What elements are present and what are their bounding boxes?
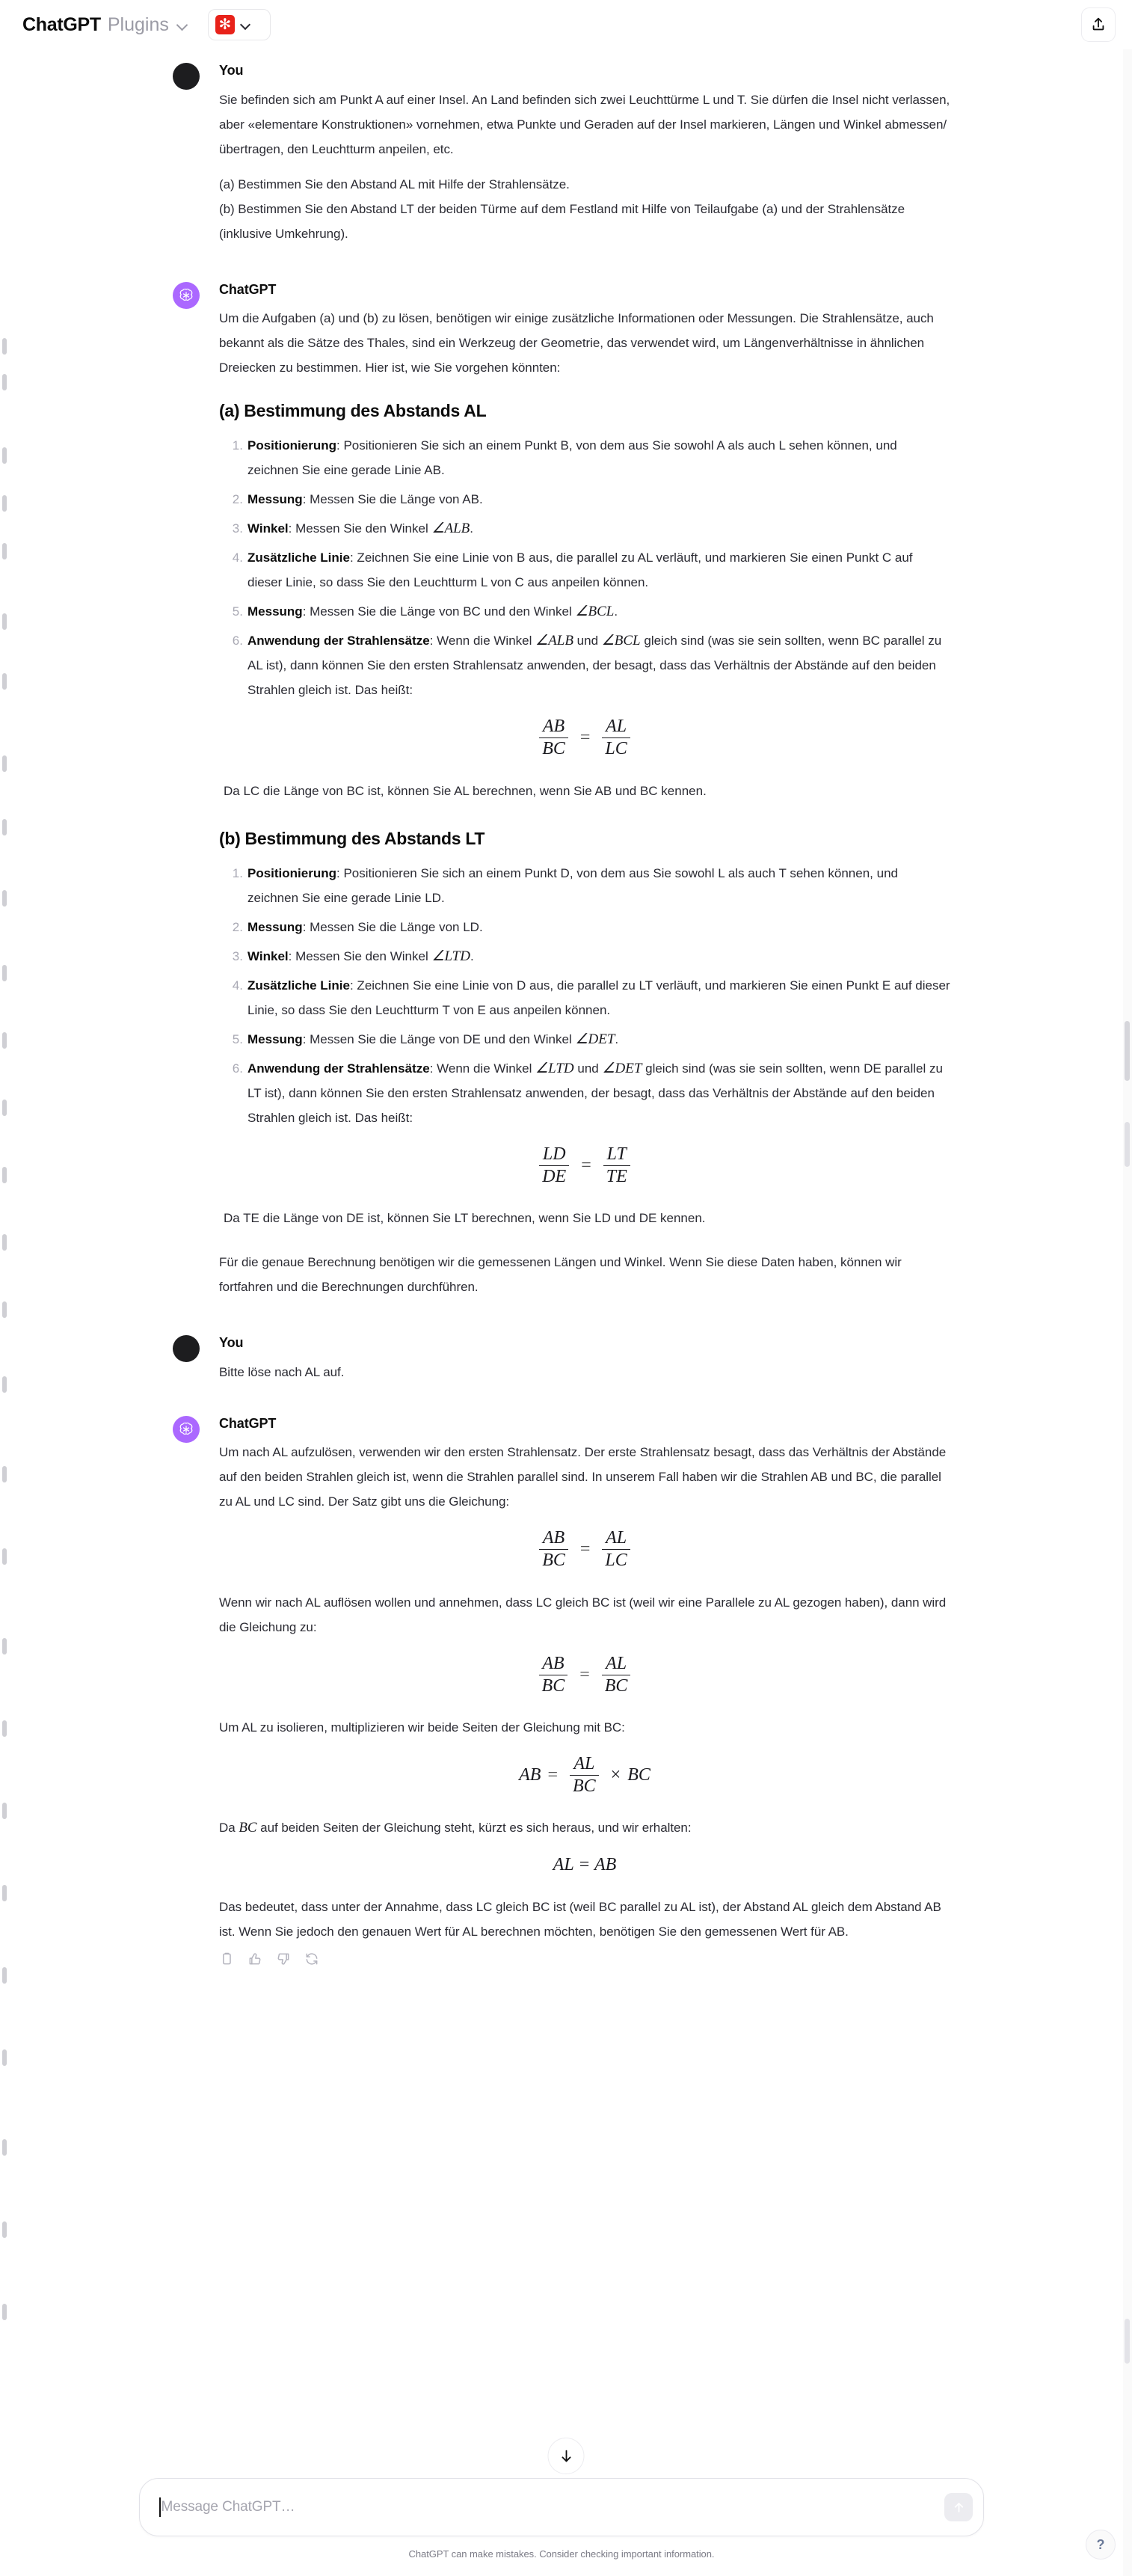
message-author: ChatGPT bbox=[219, 281, 277, 297]
avatar bbox=[173, 282, 200, 309]
thumbs-up-icon[interactable] bbox=[247, 1951, 262, 1966]
denominator: DE bbox=[539, 1165, 569, 1186]
assistant-closing: Für die genaue Berechnung benötigen wir die gemessenen Längen und Winkel. Wenn Sie diese Daten haben, können wir fortfahren und die Berechnungen durchführen. bbox=[219, 1254, 902, 1294]
gutter-tick bbox=[2, 1967, 7, 1984]
gutter-tick bbox=[2, 495, 7, 512]
gutter-tick bbox=[2, 1803, 7, 1819]
formula-a bbox=[219, 717, 950, 758]
gutter-tick bbox=[2, 1032, 7, 1049]
top-bar bbox=[0, 0, 1132, 49]
lhs-term: AB bbox=[519, 1765, 541, 1785]
inline-math: ∠DET bbox=[575, 1031, 615, 1047]
plugin-logo-icon: ✻ bbox=[215, 15, 235, 34]
denominator: BC bbox=[539, 1549, 568, 1570]
message-body bbox=[219, 1332, 950, 1395]
formula-4 bbox=[219, 1855, 950, 1875]
list-item bbox=[247, 487, 950, 512]
inline-math: ∠LTD bbox=[431, 948, 470, 964]
assistant-paragraph-4 bbox=[219, 1815, 950, 1840]
share-upload-icon bbox=[1090, 16, 1107, 33]
fraction-left bbox=[539, 1145, 569, 1186]
avatar-column bbox=[173, 279, 219, 1310]
step-term: Positionierung bbox=[247, 865, 336, 880]
message-paragraph: Sie befinden sich am Punkt A auf einer Insel. An Land befinden sich zwei Leuchttürme L und T. Sie dürfen die Insel nicht verlassen, aber «elementare Konstruktionen» vornehmen, etwa Punkte und Geraden auf der Insel markieren, Längen und Winkel abmessen/übertragen, den Leuchtturm anpeilen, etc. bbox=[219, 92, 950, 156]
section-heading-a: (a) Bestimmung des Abstands AL bbox=[219, 401, 487, 421]
gutter-tick bbox=[2, 1234, 7, 1251]
equation-result: AL = AB bbox=[553, 1855, 617, 1875]
formula-3 bbox=[219, 1755, 950, 1796]
message-body bbox=[219, 1413, 950, 1967]
gutter-tick bbox=[2, 673, 7, 690]
question-mark-icon: ? bbox=[1096, 2536, 1105, 2552]
message-paragraph: Bitte löse nach AL auf. bbox=[219, 1364, 345, 1379]
gutter-tick bbox=[2, 1548, 7, 1565]
steps-list-b bbox=[219, 861, 950, 1130]
gutter-tick bbox=[2, 1167, 7, 1183]
share-button[interactable] bbox=[1081, 7, 1116, 42]
step-text: : Positionieren Sie sich an einem Punkt B, von dem aus Sie sowohl A als auch L sehen können, und zeichnen Sie eine gerade Linie AB. bbox=[247, 438, 897, 478]
gutter-tick bbox=[2, 338, 7, 355]
inline-math: ∠ALB bbox=[431, 521, 470, 537]
step-term: Messung bbox=[247, 604, 303, 619]
numerator: LD bbox=[542, 1144, 566, 1164]
gutter-tick bbox=[2, 447, 7, 464]
denominator: LC bbox=[602, 1549, 630, 1570]
list-item bbox=[247, 1056, 950, 1130]
numerator: AB bbox=[542, 1653, 565, 1673]
fraction-right bbox=[602, 1655, 631, 1696]
message-user-2 bbox=[173, 1310, 950, 1395]
step-text-2: und bbox=[573, 1061, 603, 1076]
gutter-tick bbox=[2, 2304, 7, 2320]
avatar-column bbox=[173, 60, 219, 257]
message-author: ChatGPT bbox=[219, 1415, 277, 1431]
message-body bbox=[219, 279, 950, 1310]
numerator: AB bbox=[542, 1528, 565, 1548]
message-paragraph: (a) Bestimmen Sie den Abstand AL mit Hilfe der Strahlensätze. bbox=[219, 177, 570, 191]
message-composer[interactable] bbox=[139, 2478, 984, 2536]
regenerate-icon[interactable] bbox=[304, 1951, 319, 1966]
disclaimer-text: ChatGPT can make mistakes. Consider checking important information. bbox=[408, 2548, 715, 2560]
list-item bbox=[247, 545, 950, 595]
denominator: LC bbox=[602, 737, 630, 758]
step-text: : Positionieren Sie sich an einem Punkt D, von dem aus Sie sowohl L als auch T sehen können, und zeichnen Sie eine gerade Linie LD. bbox=[247, 865, 898, 905]
step-term: Anwendung der Strahlensätze bbox=[247, 1061, 430, 1076]
numerator: AL bbox=[606, 1653, 627, 1673]
list-item bbox=[247, 628, 950, 702]
list-item bbox=[247, 516, 950, 541]
chevron-down-icon bbox=[177, 19, 188, 31]
gutter-tick bbox=[2, 2221, 7, 2238]
denominator: BC bbox=[539, 737, 568, 758]
step-term: Messung bbox=[247, 919, 303, 934]
paragraph-prefix: Da bbox=[219, 1821, 239, 1836]
list-item bbox=[247, 861, 950, 910]
composer-area bbox=[0, 2478, 1123, 2576]
gutter-tick bbox=[2, 374, 7, 390]
search-input-placeholder[interactable]: Message ChatGPT… bbox=[161, 2499, 295, 2515]
section-a-note: Da LC die Länge von BC ist, können Sie AL berechnen, wenn Sie AB und BC kennen. bbox=[224, 783, 707, 798]
inline-math: ∠BCL bbox=[575, 604, 615, 620]
formula-b bbox=[219, 1145, 950, 1186]
fraction-right bbox=[602, 1529, 630, 1570]
arrow-down-icon bbox=[558, 2448, 574, 2465]
step-text: : Zeichnen Sie eine Linie von B aus, die parallel zu AL verläuft, und markieren Sie einen Punkt C auf dieser Linie, so dass Sie den Leuchtturm L von C aus anpeilen können. bbox=[247, 551, 913, 590]
step-text: : Zeichnen Sie eine Linie von D aus, die parallel zu LT verläuft, und markieren Sie einen Punkt E auf dieser Linie, so dass Sie den Leuchtturm T von E aus anpeilen können. bbox=[247, 978, 950, 1017]
scrollbar-thumb-secondary[interactable] bbox=[1125, 1122, 1130, 1167]
fraction bbox=[570, 1755, 599, 1796]
gutter-tick bbox=[2, 755, 7, 772]
model-selector[interactable] bbox=[16, 11, 194, 39]
assistant-intro: Um die Aufgaben (a) und (b) zu lösen, benötigen wir einige zusätzliche Informationen oder Messungen. Die Strahlensätze, auch bekannt als die Sätze des Thales, sind ein Werkzeug der Geometrie, das verwendet wird, um Längenverhältnisse in ähnlichen Dreiecken zu bestimmen. Hier ist, wie Sie vorgehen könnten: bbox=[219, 311, 934, 375]
equals-sign: = bbox=[579, 1664, 590, 1684]
step-tail: gleich sind (was sie sein sollten, wenn DE parallel zu LT ist), dann können Sie den ersten Strahlensatz anwenden, der besagt, dass das Verhältnis der Abstände auf den beiden Strahlen gleich ist. Das heißt: bbox=[247, 1061, 943, 1125]
gutter-tick bbox=[2, 543, 7, 559]
gutter-tick bbox=[2, 1885, 7, 1901]
gutter-tick bbox=[2, 1466, 7, 1482]
list-item bbox=[247, 944, 950, 969]
arrow-up-icon bbox=[952, 2500, 966, 2515]
gutter-tick bbox=[2, 1100, 7, 1116]
message-assistant-2 bbox=[173, 1395, 950, 1967]
chevron-down-icon bbox=[241, 20, 250, 30]
message-paragraph: (b) Bestimmen Sie den Abstand LT der beiden Türme auf dem Festland mit Hilfe von Teilaufgabe (a) und der Strahlensätze (inklusive Umkehrung). bbox=[219, 201, 905, 241]
step-text: : Messen Sie die Länge von DE und den Winkel bbox=[302, 1031, 576, 1046]
numerator: AL bbox=[606, 1528, 627, 1548]
denominator: BC bbox=[539, 1675, 568, 1696]
step-tail: . bbox=[615, 1031, 619, 1046]
numerator: AL bbox=[606, 717, 627, 737]
inline-math: ∠LTD bbox=[535, 1060, 574, 1076]
fraction-left bbox=[539, 1655, 568, 1696]
message-user-1 bbox=[173, 49, 950, 257]
numerator: AL bbox=[573, 1753, 595, 1773]
gutter-tick bbox=[2, 1376, 7, 1393]
left-marker-gutter bbox=[0, 0, 10, 2576]
step-term: Zusätzliche Linie bbox=[247, 978, 350, 993]
denominator: TE bbox=[603, 1165, 630, 1186]
thumbs-down-icon[interactable] bbox=[276, 1951, 291, 1966]
conversation-thread bbox=[0, 49, 1123, 1966]
list-item bbox=[247, 915, 950, 939]
step-term: Winkel bbox=[247, 948, 289, 963]
rhs-term: BC bbox=[627, 1765, 650, 1785]
assistant-paragraph-1: Um nach AL aufzulösen, verwenden wir den ersten Strahlensatz. Der erste Strahlensatz besagt, dass das Verhältnis der Abstände auf den beiden Strahlen gleich ist, wenn die Strahlen parallel sind. In unserem Fall haben wir die Strahlen AB und BC, die parallel zu AL und LC sind. Der Satz gibt uns die Gleichung: bbox=[219, 1445, 947, 1509]
app-title: ChatGPT bbox=[22, 13, 101, 35]
step-text: : Messen Sie die Länge von BC und den Winkel bbox=[302, 604, 576, 619]
message-author: You bbox=[219, 63, 244, 78]
openai-logo-icon bbox=[178, 287, 194, 304]
openai-logo-icon bbox=[178, 1421, 194, 1438]
scrollbar-thumb-tertiary[interactable] bbox=[1125, 2319, 1130, 2364]
numerator: LT bbox=[606, 1144, 627, 1164]
list-item bbox=[247, 599, 950, 624]
step-text: : Wenn die Winkel bbox=[429, 634, 536, 648]
equals-sign: = bbox=[579, 728, 591, 748]
fraction-left bbox=[539, 1529, 568, 1570]
assistant-paragraph-5: Das bedeutet, dass unter der Annahme, dass LC gleich BC ist (weil BC parallel zu AL ist), der Abstand AL gleich dem Abstand AB ist. Wenn Sie jedoch den genauen Wert für AL berechnen möchten, benötigen Sie den gemessenen Wert für AB. bbox=[219, 1900, 941, 1939]
equals-sign: = bbox=[581, 1155, 591, 1175]
step-term: Messung bbox=[247, 492, 303, 507]
gutter-tick bbox=[2, 890, 7, 907]
numerator: AB bbox=[542, 717, 565, 737]
fraction-left bbox=[539, 717, 568, 758]
times-sign: × bbox=[610, 1765, 621, 1785]
step-term: Winkel bbox=[247, 521, 289, 536]
fraction-right bbox=[603, 1145, 630, 1186]
gutter-tick bbox=[2, 2139, 7, 2156]
inline-math: BC bbox=[239, 1820, 257, 1836]
step-tail: . bbox=[614, 604, 618, 619]
vertical-scrollbar[interactable] bbox=[1123, 0, 1132, 2576]
copy-icon[interactable] bbox=[219, 1951, 234, 1966]
text-caret bbox=[159, 2497, 161, 2517]
denominator: BC bbox=[602, 1675, 631, 1696]
paragraph-suffix: auf beiden Seiten der Gleichung steht, kürzt es sich heraus, und wir erhalten: bbox=[256, 1821, 692, 1836]
gutter-tick bbox=[2, 2049, 7, 2066]
avatar bbox=[173, 63, 200, 90]
help-button[interactable] bbox=[1086, 2530, 1116, 2560]
section-heading-b: (b) Bestimmung des Abstands LT bbox=[219, 828, 485, 848]
list-item bbox=[247, 973, 950, 1022]
avatar-column bbox=[173, 1332, 219, 1395]
gutter-tick bbox=[2, 1301, 7, 1318]
avatar-column bbox=[173, 1413, 219, 1967]
message-assistant-1 bbox=[173, 257, 950, 1310]
step-term: Anwendung der Strahlensätze bbox=[247, 634, 430, 648]
formula-1 bbox=[219, 1529, 950, 1570]
step-text-2: und bbox=[573, 634, 602, 648]
avatar bbox=[173, 1335, 200, 1362]
inline-math: ∠DET bbox=[602, 1060, 642, 1076]
gutter-tick bbox=[2, 965, 7, 981]
gutter-tick bbox=[2, 1638, 7, 1655]
step-text: : Messen Sie die Länge von LD. bbox=[302, 919, 483, 934]
fraction-right bbox=[602, 717, 630, 758]
equals-sign: = bbox=[547, 1765, 558, 1785]
denominator: BC bbox=[570, 1775, 599, 1796]
step-term: Positionierung bbox=[247, 438, 336, 453]
scroll-to-bottom-button[interactable] bbox=[548, 2438, 585, 2474]
section-b-note: Da TE die Länge von DE ist, können Sie LT berechnen, wenn Sie LD und DE kennen. bbox=[224, 1210, 706, 1225]
inline-math: ∠BCL bbox=[601, 633, 641, 649]
equals-sign: = bbox=[579, 1539, 591, 1560]
scrollbar-thumb[interactable] bbox=[1125, 1021, 1130, 1081]
step-term: Zusätzliche Linie bbox=[247, 551, 350, 565]
gutter-tick bbox=[2, 1720, 7, 1737]
list-item bbox=[247, 1027, 950, 1052]
step-text: : Wenn die Winkel bbox=[429, 1061, 536, 1076]
assistant-paragraph-3: Um AL zu isolieren, multiplizieren wir beide Seiten der Gleichung mit BC: bbox=[219, 1720, 625, 1735]
plugin-selector[interactable] bbox=[208, 9, 271, 40]
step-text: : Messen Sie den Winkel bbox=[288, 948, 432, 963]
gutter-tick bbox=[2, 613, 7, 630]
step-text: : Messen Sie die Länge von AB. bbox=[302, 492, 483, 507]
step-term: Messung bbox=[247, 1031, 303, 1046]
step-text: : Messen Sie den Winkel bbox=[288, 521, 432, 536]
list-item bbox=[247, 433, 950, 482]
message-author: You bbox=[219, 1334, 244, 1350]
avatar bbox=[173, 1416, 200, 1443]
gutter-tick bbox=[2, 819, 7, 835]
assistant-paragraph-2: Wenn wir nach AL auflösen wollen und annehmen, dass LC gleich BC ist (weil wir eine Parallele zu AL gezogen haben), dann wird die Gleichung zu: bbox=[219, 1595, 947, 1634]
formula-2 bbox=[219, 1655, 950, 1696]
model-label: Plugins bbox=[107, 13, 169, 35]
step-tail: . bbox=[470, 521, 473, 536]
step-tail: . bbox=[470, 948, 474, 963]
steps-list-a bbox=[219, 433, 950, 702]
message-body bbox=[219, 60, 950, 257]
inline-math: ∠ALB bbox=[535, 633, 573, 649]
step-tail: gleich sind (was sie sein sollten, wenn BC parallel zu AL ist), dann können Sie den ersten Strahlensatz anwenden, der besagt, dass das Verhältnis der Abstände auf den beiden Strahlen gleich ist. Das heißt: bbox=[247, 634, 942, 698]
send-button[interactable] bbox=[944, 2493, 973, 2521]
message-actions bbox=[219, 1951, 950, 1966]
